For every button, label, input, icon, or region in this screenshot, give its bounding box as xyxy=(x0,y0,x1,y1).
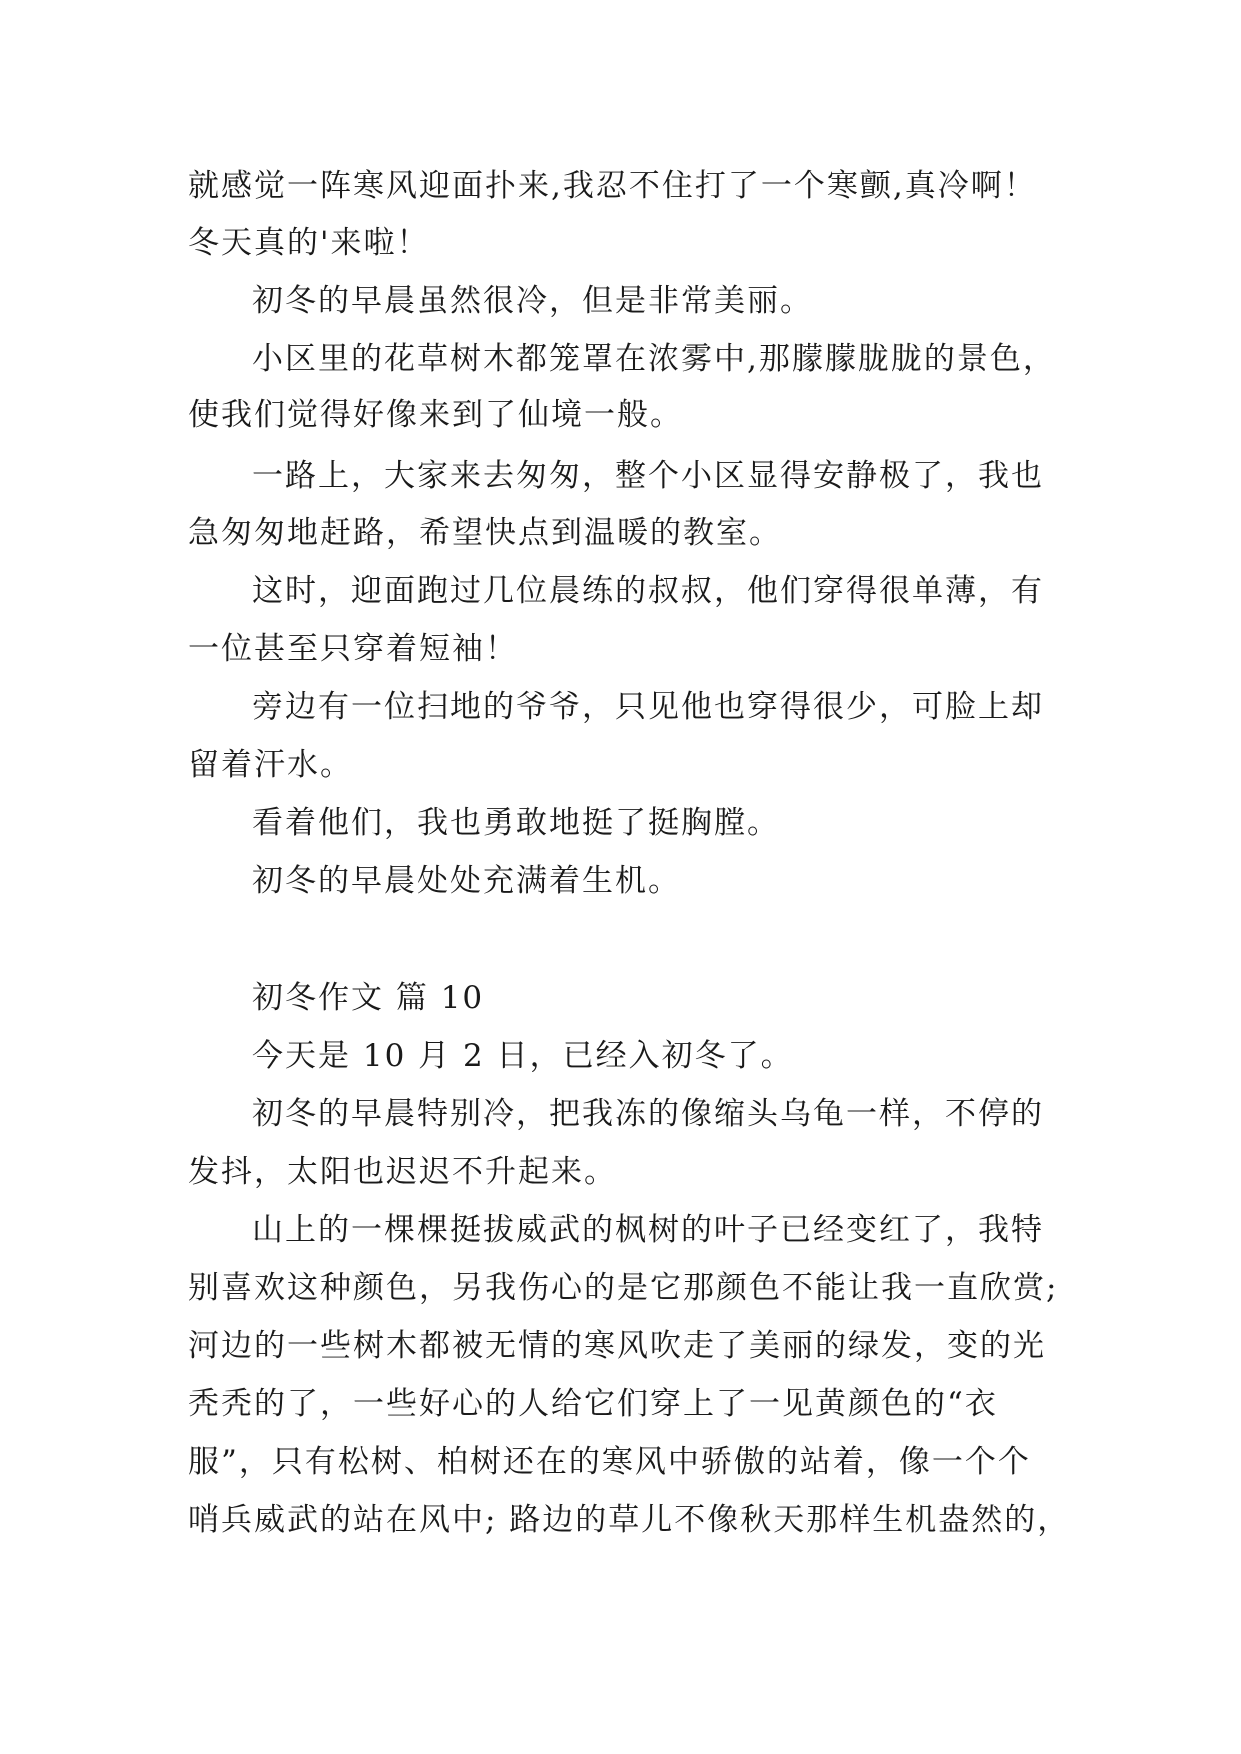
text-line: 河边的一些树木都被无情的寒风吹走了美丽的绿发，变的光 xyxy=(188,1328,1046,1364)
text-line: 急匆匆地赶路，希望快点到温暖的教室。 xyxy=(188,515,782,551)
text-line: 发抖，太阳也迟迟不升起来。 xyxy=(188,1154,617,1190)
text-line: 旁边有一位扫地的爷爷，只见他也穿得很少，可脸上却 xyxy=(252,689,1044,725)
text-line: 小区里的花草树木都笼罩在浓雾中,那朦朦胧胧的景色， xyxy=(252,341,1056,377)
text-line: 初冬的早晨虽然很冷，但是非常美丽。 xyxy=(252,283,813,319)
text-line: 一位甚至只穿着短袖！ xyxy=(188,631,518,667)
text-line: 秃秃的了，一些好心的人给它们穿上了一见黄颜色的“衣 xyxy=(188,1386,998,1422)
text-line: 留着汗水。 xyxy=(188,747,353,783)
text-line: 就感觉一阵寒风迎面扑来,我忍不住打了一个寒颤,真冷啊！ xyxy=(188,168,1037,204)
text-line: 山上的一棵棵挺拔威武的枫树的叶子已经变红了，我特 xyxy=(252,1212,1044,1248)
text-line: 这时，迎面跑过几位晨练的叔叔，他们穿得很单薄，有 xyxy=(252,573,1044,609)
text-line: 使我们觉得好像来到了仙境一般。 xyxy=(188,397,683,433)
section-heading: 初冬作文 篇 10 xyxy=(252,980,485,1016)
text-line: 初冬的早晨特别冷，把我冻的像缩头乌龟一样，不停的 xyxy=(252,1096,1044,1132)
text-line: 哨兵威武的站在风中; 路边的草儿不像秋天那样生机盎然的， xyxy=(188,1502,1071,1538)
text-line: 一路上，大家来去匆匆，整个小区显得安静极了，我也 xyxy=(252,458,1044,494)
text-line: 服”，只有松树、柏树还在的寒风中骄傲的站着，像一个个 xyxy=(188,1444,1031,1480)
text-line: 别喜欢这种颜色，另我伤心的是它那颜色不能让我一直欣赏; xyxy=(188,1270,1059,1306)
text-line: 初冬的早晨处处充满着生机。 xyxy=(252,863,681,899)
text-line: 今天是 10 月 2 日，已经入初冬了。 xyxy=(252,1038,794,1074)
text-line: 冬天真的'来啦！ xyxy=(188,225,430,261)
text-line: 看着他们，我也勇敢地挺了挺胸膛。 xyxy=(252,805,780,841)
